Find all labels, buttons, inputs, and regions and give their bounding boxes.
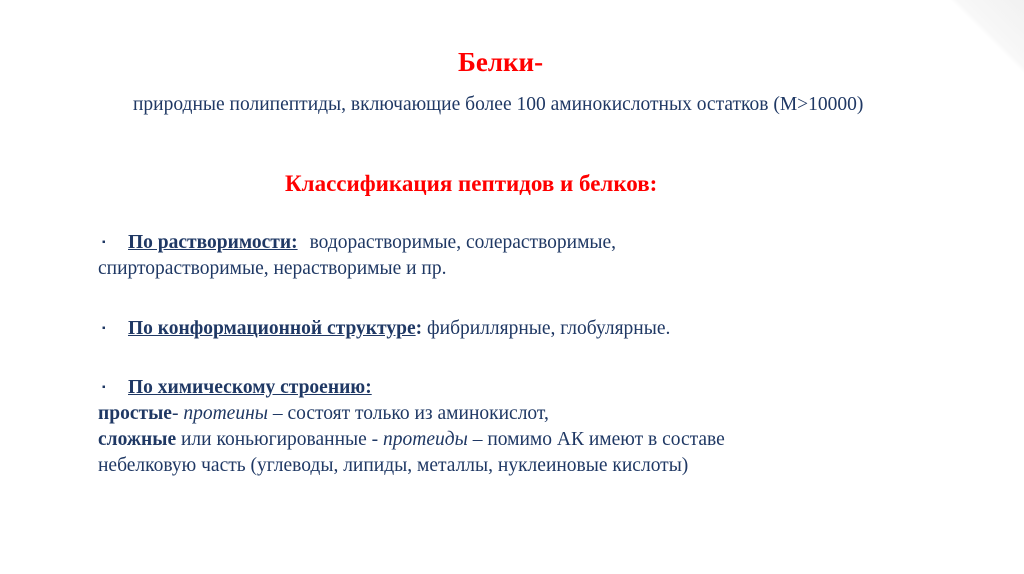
- complex-italic: протеиды: [383, 429, 468, 450]
- conformation-heading: По конформационной структуре: [128, 318, 416, 339]
- classification-heading: Классификация пептидов и белков:: [285, 171, 658, 196]
- simple-italic: протеины: [183, 403, 268, 424]
- complex-text2: – помимо АК имеют в составе: [467, 429, 725, 450]
- solubility-text-line2: спирторастворимые, нерастворимые и пр.: [98, 258, 447, 279]
- simple-text: – состоят только из аминокислот,: [267, 403, 549, 424]
- square-bullet-icon: ▪: [102, 382, 106, 393]
- conformation-colon: :: [415, 318, 423, 339]
- conformation-text: фибриллярные, глобулярные.: [422, 318, 671, 339]
- slide-title: Белки-: [458, 47, 544, 77]
- solubility-text-line1: водорастворимые, солерастворимые,: [309, 232, 617, 253]
- simple-term: простые: [98, 403, 172, 424]
- complex-text1: или коньюгированные -: [176, 429, 384, 450]
- simple-dash: -: [171, 403, 184, 424]
- simple-proteins-line: [98, 401, 958, 427]
- page-curl-decoration: [950, 0, 1024, 74]
- definition-text: природные полипептиды, включающие более 100 аминокислотных остатков (М>10000): [133, 94, 864, 115]
- square-bullet-icon: ▪: [102, 237, 106, 248]
- complex-proteins-line: [98, 427, 958, 453]
- square-bullet-icon: ▪: [102, 323, 106, 334]
- complex-term: сложные: [98, 429, 177, 450]
- chemical-block: [98, 375, 958, 479]
- conformation-block: [98, 316, 958, 342]
- solubility-block: [98, 230, 958, 282]
- chemical-heading: По химическому строению:: [128, 377, 372, 398]
- complex-proteins-line2: небелковую часть (углеводы, липиды, металлы, нуклеиновые кислоты): [98, 455, 689, 476]
- solubility-heading: По растворимости:: [128, 232, 298, 253]
